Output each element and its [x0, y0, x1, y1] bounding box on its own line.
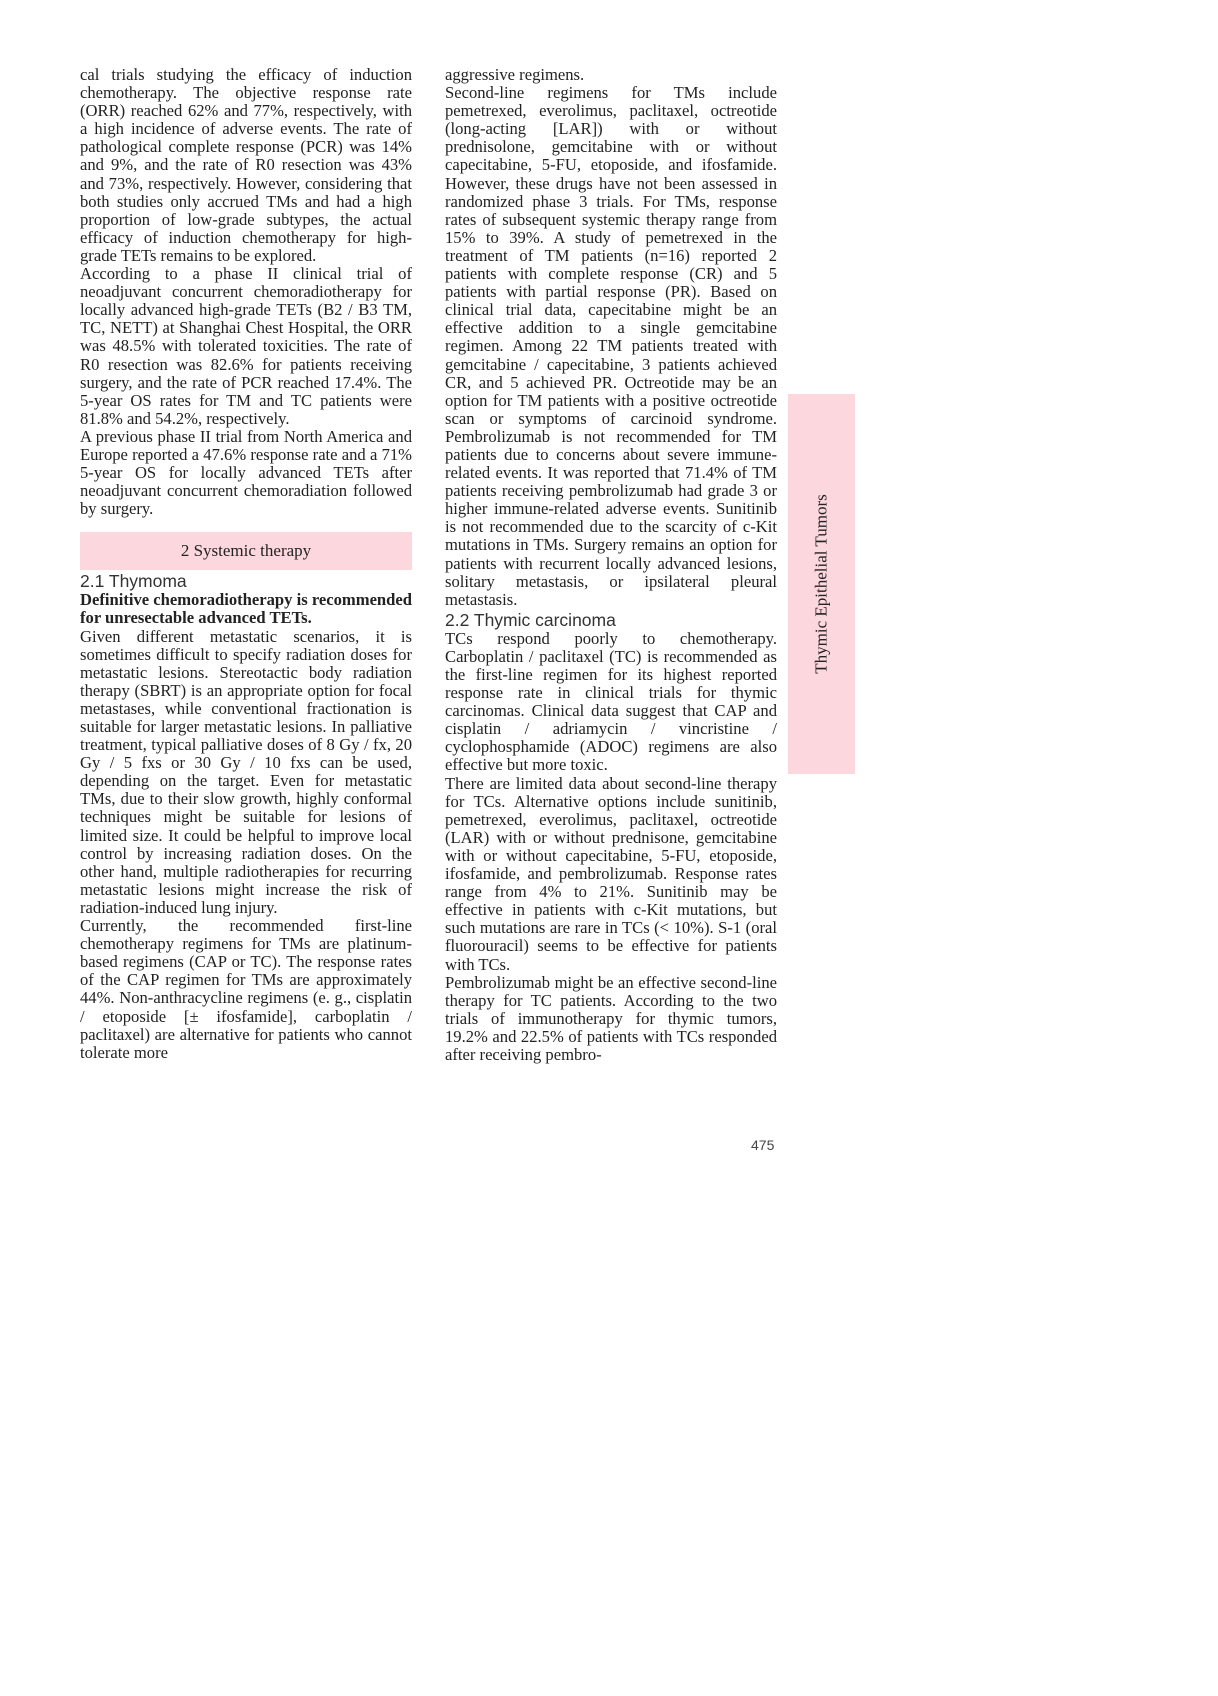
paragraph: According to a phase II clinical trial of neoadjuvant concurrent chemoradiotherapy for locally advanced high-grade TETs (B2 / B3 TM, TC, NETT) at Shanghai Chest Hospital, the ORR was 48.5% with tolerated toxicities. The rate of R0 resection was 82.6% for patients receiving surgery, and the rate of PCR reached 17.4%. The 5-year OS rates for TM and TC patients were 81.8% and 54.2%, respectively. — [80, 264, 412, 428]
paragraph: TCs respond poorly to chemotherapy. Carboplatin / paclitaxel (TC) is recommended as the first-line regimen for its highest reported response rate in clinical trials for thymic carcinomas. Clinical data suggest that CAP and cisplatin / adriamycin / vincristine / cyclophosphamide (ADOC) regimens are also effective but more toxic. — [445, 628, 777, 775]
subheading-thymic-carcinoma: 2.2 Thymic carcinoma — [445, 609, 616, 630]
paragraph: aggressive regimens. — [445, 65, 585, 84]
section-banner — [80, 532, 412, 570]
subheading-thymoma: 2.1 Thymoma — [80, 571, 187, 592]
paragraph: cal trials studying the efficacy of induction chemotherapy. The objective response rate (ORR) reached 62% and 77%, respectively, with a high incidence of adverse events. The rate of pathological complete response (PCR) was 14% and 9%, and the rate of R0 resection was 43% and 73%, respectively. However, considering that both studies only accrued TMs and had a high proportion of low-grade subtypes, the actual efficacy of induction chemotherapy for high-grade TETs remains to be explored. — [80, 65, 412, 265]
right-column — [445, 66, 777, 1064]
paragraph: A previous phase II trial from North America and Europe reported a 47.6% response rate and a 71% 5-year OS for locally advanced TETs after neoadjuvant concurrent chemoradiation followed by surgery. — [80, 426, 412, 519]
paragraph: There are limited data about second-line therapy for TCs. Alternative options include sunitinib, pemetrexed, everolimus, paclitaxel, octreotide (LAR) with or without prednisone, gemcitabine with or without capecitabine, 5-FU, etoposide, ifosfamide, and pembrolizumab. Response rates range from 4% to 21%. Sunitinib may be effective in patients with c-Kit mutations, but such mutations are rare in TCs (< 10%). S-1 (oral fluorouracil) seems to be effective for patients with TCs. — [445, 773, 777, 974]
paragraph: Currently, the recommended first-line chemotherapy regimens for TMs are platinum-based regimens (CAP or TC). The response rates of the CAP regimen for TMs are approximately 44%. Non-anthracycline regimens (e. g., cisplatin / etoposide [± ifosfamide], carboplatin / paclitaxel) are alternative for patients who cannot tolerate more — [80, 916, 412, 1062]
side-tab-label: Thymic Epithelial Tumors — [811, 494, 831, 674]
paragraph: Second-line regimens for TMs include pemetrexed, everolimus, paclitaxel, octreotide (long-acting [LAR]) with or without prednisolone, gemcitabine with or without capecitabine, 5-FU, etoposide, and ifosfamide. However, these drugs have not been assessed in randomized phase 3 trials. For TMs, response rates of subsequent systemic therapy range from 15% to 39%. A study of pemetrexed in the treatment of TM patients (n=16) reported 2 patients with complete response (CR) and 5 patients with partial response (PR). Based on clinical trial data, capecitabine might be an effective addition to a single gemcitabine regimen. Among 22 TM patients treated with gemcitabine / capecitabine, 3 patients achieved CR, and 5 achieved PR. Octreotide may be an option for TM patients with a positive octreotide scan or symptoms of carcinoid syndrome. Pembrolizumab is not recommended for TM patients due to concerns about severe immune-related events. It was reported that 71.4% of TM patients receiving pembrolizumab had grade 3 or higher immune-related adverse events. Sunitinib is not recommended due to the scarcity of c-Kit mutations in TMs. Surgery remains an option for patients with recurrent locally advanced lesions, solitary metastasis, or ipsilateral pleural metastasis. — [445, 83, 777, 609]
section-title: 2 Systemic therapy — [180, 541, 312, 561]
paragraph: Pembrolizumab might be an effective second-line therapy for TC patients. According to the two trials of immunotherapy for thymic tumors, 19.2% and 22.5% of patients with TCs responded after receiving pembro- — [445, 972, 777, 1064]
paragraph: Given different metastatic scenarios, it is sometimes difficult to specify radiation doses for metastatic lesions. Stereotactic body radiation therapy (SBRT) is an appropriate option for focal metastases, while conventional fractionation is suitable for larger metastatic lesions. In palliative treatment, typical palliative doses of 8 Gy / fx, 20 Gy / 5 fxs or 30 Gy / 10 fxs can be used, depending on the target. Even for metastatic TMs, due to their slow growth, highly conformal techniques might be suitable for lesions of limited size. It could be helpful to improve local control by increasing radiation doses. On the other hand, multiple radiotherapies for recurring metastatic lesions might increase the risk of radiation-induced lung injury. — [80, 626, 412, 917]
left-column — [80, 66, 412, 1062]
page-number: 475 — [751, 1137, 775, 1153]
bold-recommendation: Definitive chemoradiotherapy is recommended for unresectable advanced TETs. — [80, 590, 412, 628]
side-tab — [788, 394, 855, 774]
